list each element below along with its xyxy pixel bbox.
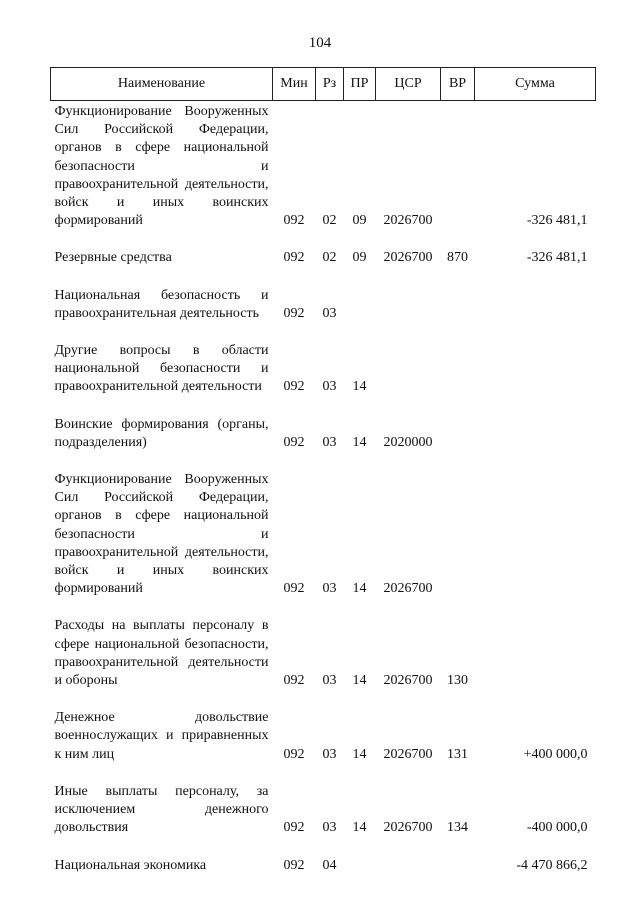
row-sum: -4 470 866,2 bbox=[516, 857, 588, 873]
row-csr: 2026700 bbox=[383, 820, 433, 836]
table-row bbox=[51, 327, 596, 401]
row-pr: 14 bbox=[352, 673, 367, 689]
row-sum bbox=[475, 327, 596, 401]
row-rz: 02 bbox=[322, 213, 337, 229]
row-csr: 2026700 bbox=[383, 581, 433, 597]
row-vr bbox=[441, 272, 475, 327]
page-number: 104 bbox=[308, 35, 332, 51]
header-csr: ЦСР bbox=[376, 68, 441, 101]
row-rz: 04 bbox=[322, 857, 337, 873]
row-min: 092 bbox=[283, 379, 305, 395]
row-vr: 130 bbox=[447, 673, 468, 689]
row-min: 092 bbox=[283, 673, 305, 689]
row-sum: -326 481,1 bbox=[526, 250, 588, 266]
row-rz: 02 bbox=[322, 250, 337, 266]
row-sum bbox=[475, 456, 596, 602]
header-min: Мин bbox=[273, 68, 316, 101]
row-rz: 03 bbox=[322, 305, 337, 321]
row-name: Резервные средства bbox=[54, 250, 172, 266]
row-sum: -326 481,1 bbox=[526, 213, 588, 229]
row-pr: 09 bbox=[352, 250, 367, 266]
row-vr bbox=[441, 101, 475, 235]
row-min: 092 bbox=[283, 746, 305, 762]
header-name: Наименование bbox=[51, 68, 273, 101]
row-sum bbox=[475, 401, 596, 456]
row-vr: 134 bbox=[447, 820, 468, 836]
row-min: 092 bbox=[283, 305, 305, 321]
row-vr bbox=[441, 842, 475, 879]
row-min: 092 bbox=[283, 213, 305, 229]
row-csr: 2026700 bbox=[383, 746, 433, 762]
row-min: 092 bbox=[283, 581, 305, 597]
row-rz: 03 bbox=[322, 673, 337, 689]
table-row bbox=[51, 272, 596, 327]
row-csr bbox=[376, 272, 441, 327]
row-rz: 03 bbox=[322, 746, 337, 762]
table-row bbox=[51, 101, 596, 235]
header-sum: Сумма bbox=[475, 68, 596, 101]
row-rz: 03 bbox=[322, 379, 337, 395]
row-min: 092 bbox=[283, 820, 305, 836]
row-rz: 03 bbox=[322, 434, 337, 450]
table-row bbox=[51, 842, 596, 879]
table-row bbox=[51, 234, 596, 271]
row-min: 092 bbox=[283, 857, 305, 873]
row-vr bbox=[441, 401, 475, 456]
row-vr bbox=[441, 327, 475, 401]
row-pr: 09 bbox=[352, 213, 367, 229]
table-row bbox=[51, 694, 596, 768]
row-csr: 2026700 bbox=[383, 213, 433, 229]
row-pr: 14 bbox=[352, 746, 367, 762]
row-pr: 14 bbox=[352, 434, 367, 450]
table-row bbox=[51, 456, 596, 602]
row-sum: +400 000,0 bbox=[523, 746, 588, 762]
row-name: Расходы на выплаты персоналу в сфере национальной безопасности, правоохранительной деятельности и обороны bbox=[54, 618, 269, 689]
row-csr: 2026700 bbox=[383, 673, 433, 689]
row-pr: 14 bbox=[352, 379, 367, 395]
table-row bbox=[51, 401, 596, 456]
row-pr: 14 bbox=[352, 820, 367, 836]
row-name: Национальная безопасность и правоохранительная деятельность bbox=[54, 287, 269, 321]
row-name: Воинские формирования (органы, подразделения) bbox=[54, 416, 269, 450]
row-sum bbox=[475, 602, 596, 694]
row-name: Национальная экономика bbox=[54, 857, 207, 873]
row-name: Денежное довольствие военнослужащих и приравненных к ним лиц bbox=[54, 710, 269, 762]
row-pr bbox=[344, 842, 376, 879]
table-body bbox=[51, 101, 596, 879]
row-name: Иные выплаты персоналу, за исключением денежного довольствия bbox=[54, 783, 269, 836]
header-vr: ВР bbox=[441, 68, 475, 101]
header-pr: ПР bbox=[344, 68, 376, 101]
row-csr bbox=[376, 327, 441, 401]
row-csr bbox=[376, 842, 441, 879]
budget-table bbox=[50, 67, 596, 879]
table-header-row bbox=[51, 68, 596, 101]
row-name: Функционирование Вооруженных Сил Российской Федерации, органов в сфере национальной безопасности и правоохранительной деятельности, войск и иных воинских формирований bbox=[54, 104, 269, 229]
row-min: 092 bbox=[283, 434, 305, 450]
row-vr bbox=[441, 456, 475, 602]
row-pr bbox=[344, 272, 376, 327]
row-csr: 2026700 bbox=[383, 250, 433, 266]
row-name: Другие вопросы в области национальной безопасности и правоохранительной деятельности bbox=[54, 343, 269, 395]
table-row bbox=[51, 768, 596, 842]
row-name: Функционирование Вооруженных Сил Российской Федерации, органов в сфере национальной безопасности и правоохранительной деятельности, войск и иных воинских формирований bbox=[54, 472, 269, 597]
row-vr: 870 bbox=[447, 250, 468, 266]
row-rz: 03 bbox=[322, 820, 337, 836]
header-rz: Рз bbox=[316, 68, 344, 101]
row-sum bbox=[475, 272, 596, 327]
row-min: 092 bbox=[283, 250, 305, 266]
row-pr: 14 bbox=[352, 581, 367, 597]
row-sum: -400 000,0 bbox=[526, 820, 588, 836]
row-csr: 2020000 bbox=[383, 434, 433, 450]
row-vr: 131 bbox=[447, 746, 468, 762]
row-rz: 03 bbox=[322, 581, 337, 597]
table-row bbox=[51, 602, 596, 694]
